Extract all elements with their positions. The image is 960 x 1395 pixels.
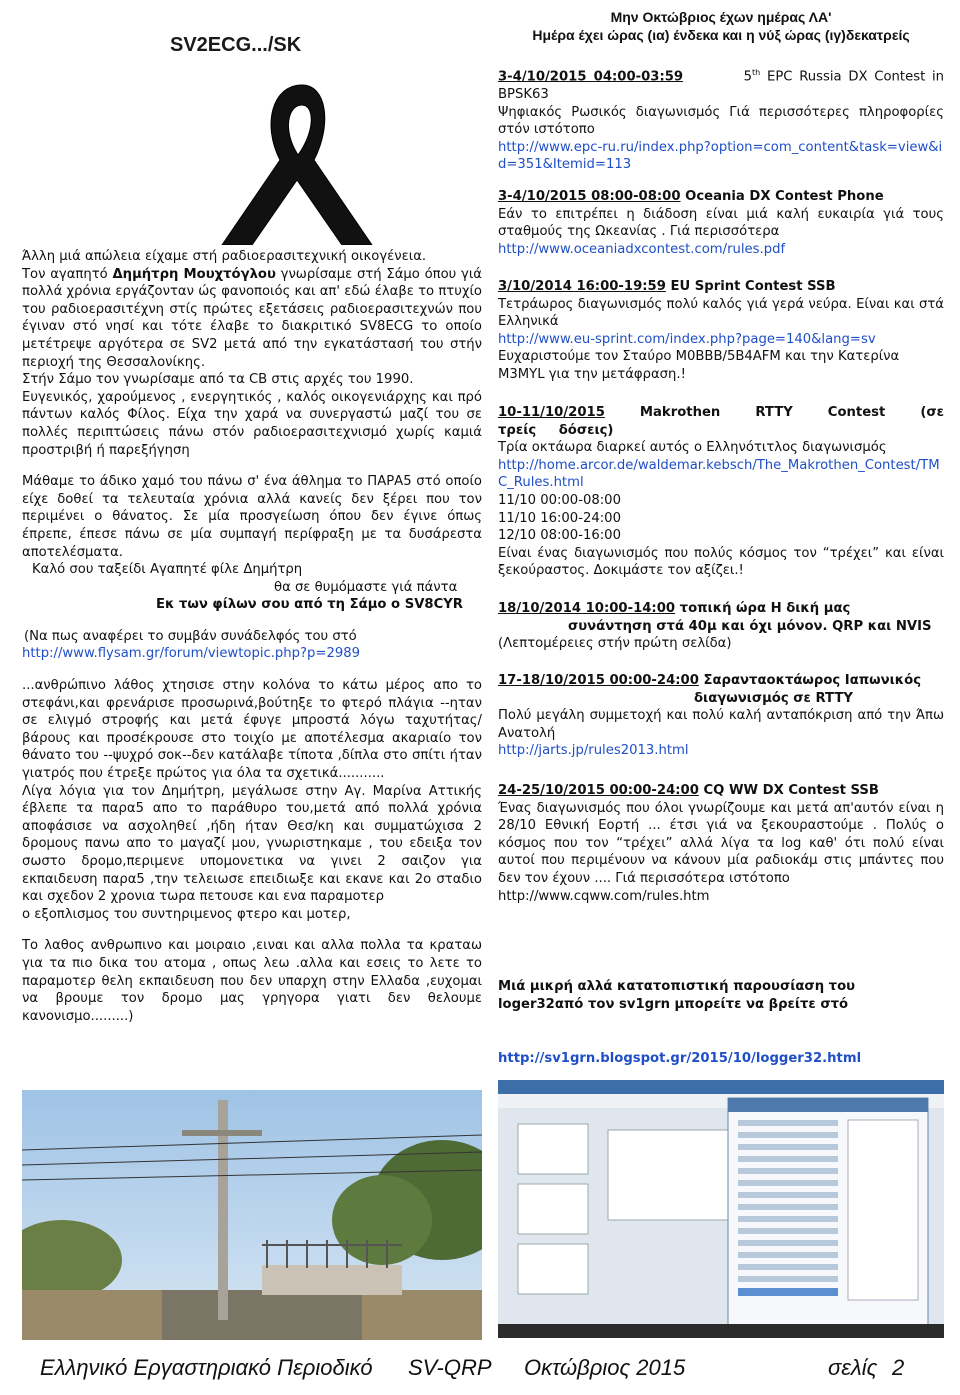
makrothen-link[interactable]: http://home.arcor.de/waldemar.kebsch/The_Makrothen_Contest/TMC_Rules.html — [498, 457, 940, 491]
event-cqww-desc: Ένας διαγωνισμός που όλοι γνωρίζουμε και μετά απ'αυτόν είναι η 28/10 Εθνική Εορτή ... έτσι γιά να ξεκουραστούμε . Πολύς ο κόσμος που τον “τρέχει” αλλά λίγα τα log καθ' ότι πολύ είναι αυτοί που περιμένουν να κάνουν μία ραδιοκάμ στις μπάντες που δεν τον έχουν .... Γιά περισσότερα ιστότοπο — [498, 800, 944, 886]
makrothen-slot-2: 11/10 16:00-24:00 — [498, 510, 621, 526]
farewell-line: Καλό σου ταξείδι Αγαπητέ φίλε Δημήτρη — [32, 562, 303, 578]
obituary-accident: Μάθαμε το άδικο χαμό του πάνω σ' ένα άθλημα το ΠΑΡΑ5 στό οποίο είχε δοθεί τα τελευταία χρόνια αλλά κανείς δεν ξέρει που τον περιμένει ο θάνατος. Σε μία προσγείωση όπου δεν έγινε όπως έπρεπε, έπεσε πάνω σε μία συμπαγή περίφραξη με τα δυσάρεστα αποτελέσματα. — [22, 474, 482, 560]
event-eusprint-desc: Τετράωρος διαγωνισμός πολύ καλός γιά γερά νεύρα. Είναι και στά Ελληνικά — [498, 296, 944, 330]
jarts-link[interactable]: http://jarts.jp/rules2013.html — [498, 743, 689, 759]
logger-presentation: Μιά μικρή αλλά κατατοπιστική παρουσίαση του loger32από τον sv1grn μπορείτε να βρείτε στό — [498, 979, 856, 1012]
event-qrp-meeting-title: συνάντηση στά 40μ και όχι μόνον. QRP και NVIS — [568, 618, 932, 634]
logger32-screenshot — [498, 1080, 944, 1338]
oceania-link[interactable]: http://www.oceaniadxcontest.com/rules.pdf — [498, 241, 786, 257]
footer-magazine: Ελληνικό Εργαστηριακό Περιοδικό — [40, 1355, 373, 1380]
event-epc-desc: Ψηφιακός Ρωσικός διαγωνισμός Γιά περισσότερες πληροφορίες στόν ιστότοπο — [498, 104, 944, 138]
mourning-ribbon-icon — [182, 75, 432, 245]
event-epc: 3-4/10/2015 04:00-03:59 5th EPC Russia DX Contest in BPSK63 — [498, 68, 944, 102]
footer-issue: SV-QRP — [408, 1355, 492, 1380]
source-note: (Να πως αναφέρει το συμβάν συνάδελφός του στό — [24, 628, 357, 644]
accident-site-photo — [22, 1090, 482, 1340]
obituary-cb: Στήν Σάμο τον γνωρίσαμε από τα CB στις αρχές του 1990. — [22, 372, 414, 388]
page-footer — [40, 1355, 920, 1385]
equipment-note: ο εξοπλισμος του συντηριμενος φτερο και μοτερ, — [22, 906, 351, 922]
logger32-link[interactable]: http://sv1grn.blogspot.gr/2015/10/logger32.html — [498, 1051, 862, 1066]
obituary-character: Ευγενικός, χαρούμενος , ενεργητικός , καλός οικογενιάρχης και πρό πάντων καλός Φίλος. Είχα την χαρά να συνεργαστώ μαζί του σε πολλές περιπτώσεις πάνω στόν ραδιοερασιτεχνισμό χωρίς καμιά προστριβή ή παρεξήγηση — [22, 389, 482, 458]
biography: Λίγα λόγια για τον Δημήτρη, μεγάλωσε στην Αγ. Μαρίνα Αττικής έβλεπε τα παρα5 απο το παράθυρο του,μετά από πολλά χρόνια αποφάσισε να ασχοληθεί ,ήδη ήταν Θεσ/κη και συμματώχισα 2 δρομους πανω απο το μαγαζί μου, γνωριστηκαμε , του εδειξα τον σωστο δρομο,περιμενε υπομονετικα να γινει 2 σαιζον για εκπαιδευση παρα5 ,την τελειωσε επειδιωξε και εκανε και 2ο σταδιο και σχεδον 2 χρονια τωρα πετουσε και ενα παραμοτερ — [22, 783, 482, 905]
month-heading: Μην Οκτώβριος έχων ημέρας ΛΑ' — [610, 9, 832, 25]
obituary-paragraph: Τον αγαπητό Δημήτρη Μουχτόγλου γνωρίσαμε στή Σάμο όπου γιά πολλά χρόνια εργάζονταν ώς φανοποιός και απ' εδώ έλαβε το πτυχίο του ραδιοερασιτέχνη στίς πρώτες εξετάσεις ραδιοερασιτεχνών που έγιναν στό νησί και τότε έλαβε το διακριτικό SV8ECG το οποίο μετέτρεψε αργότερα σε SV2 μετά από την εγκατάστασή του στήν περιοχή της Θεσσαλονίκης. — [22, 266, 483, 370]
footer-page-label: σελίς — [828, 1355, 878, 1380]
article-title: SV2ECG.../SK — [170, 34, 302, 56]
event-oceania: 3-4/10/2015 08:00-08:00 Oceania DX Contest Phone — [498, 189, 884, 204]
event-qrp-meeting-desc: (Λεπτομέρειες στήν πρώτη σελίδα) — [498, 636, 732, 652]
makrothen-note: Είναι ένας διαγωνισμός που πολύς κόσμος τον “τρέχει” και είναι ξεκούραστος. Δοκιμάστε τον αξίζει.! — [498, 545, 944, 579]
cqww-link[interactable]: http://www.cqww.com/rules.htm — [498, 888, 710, 904]
event-makrothen-desc: Τρία οκτάωρα διαρκεί αυτός ο Ελληνότιτλος διαγωνισμός — [498, 440, 887, 456]
footer-page-number: 2 — [892, 1355, 905, 1380]
translation-thanks: Ευχαριστούμε τον Σταύρο M0BBB/5B4AFM και την Κατερίνα M3MYL για την μετάφραση.! — [498, 349, 900, 382]
makrothen-slot-3: 12/10 08:00-16:00 — [498, 528, 621, 544]
eusprint-link[interactable]: http://www.eu-sprint.com/index.php?page=140&lang=sv — [498, 331, 876, 347]
makrothen-slot-1: 11/10 00:00-08:00 — [498, 492, 621, 508]
footer-month: Οκτώβριος 2015 — [524, 1355, 686, 1380]
event-cqww: 24-25/10/2015 00:00-24:00 CQ WW DX Contest SSB — [498, 783, 879, 798]
event-japan-rtty: 17-18/10/2015 00:00-24:00 Σαρανταοκτάωρος Ιαπωνικός — [498, 673, 922, 688]
event-japan-rtty-title: διαγωνισμός σε RTTY — [694, 690, 853, 706]
event-eusprint: 3/10/2014 16:00-19:59 EU Sprint Contest SSB — [498, 279, 836, 294]
flysam-forum-link[interactable]: http://www.flysam.gr/forum/viewtopic.php?p=2989 — [22, 646, 361, 662]
obituary-intro: Άλλη μιά απώλεια είχαμε στή ραδιοερασιτεχνική οικογένεια. — [22, 249, 427, 264]
accident-account: ...ανθρώπινο λάθος χτησισε στην κολόνα το κάτω μέρος απο το στεφάνι,και φρενάρισε προσωρινά,βούτηξε το φτερό πλάγια --ηταν σε ελιγμό στροφής και μετά έφυγε μπροστά λόγω ταχυτήτας/βάρους και προσέκρουσε στο τοιχίο με αποτέλεσμα ακαριαίο τον θάνατο του --ψυχρό σοκ--δεν κατάλαβε τίποτα ,δίπλα στο σπίτι ήταν γιατρός που έτρεξε πρώτος για όλα τα σχετικά........... — [22, 678, 482, 782]
month-subheading: Ημέρα έχει ώρας (ια) ένδεκα και η νύξ ώρας (ιγ)δεκατρείς — [532, 27, 910, 43]
closing-remarks: Το λαθος ανθρωπινο και μοιραιο ,ειναι και αλλα πολλα τα κραταω για τα πιο δικα του ατομα , οπως λεω .αλλα και εσεις το λετε το παραμοτερ θελη εκπαιδευση που δεν υπαρχη στην Ελλαδα ,ευχομαι να βρουμε τον δρομο μας γρηγορα γιατι δεν θελουμε κανονισμο.........) — [22, 938, 482, 1024]
event-makrothen: 10-11/10/2015 Makrothen RTTY Contest (σε τρείς δόσεις) — [498, 405, 944, 438]
signature-line: Εκ των φίλων σου από τη Σάμο ο SV8CYR — [156, 597, 463, 613]
event-japan-rtty-desc: Πολύ μεγάλη συμμετοχή και πολύ καλή ανταπόκριση από την Άπω Ανατολή — [498, 708, 944, 741]
event-qrp-meeting: 18/10/2014 10:00-14:00 τοπική ώρα Η δική μας — [498, 601, 851, 616]
epc-link[interactable]: http://www.epc-ru.ru/index.php?option=com_content&task=view&id=351&Itemid=113 — [498, 139, 943, 173]
remember-line: θα σε θυμόμαστε γιά πάντα — [274, 579, 458, 595]
event-oceania-desc: Εάν το επιτρέπει η διάδοση είναι μιά καλή ευκαιρία γιά τους σταθμούς της Ωκεανίας . Γιά περισσότερα — [498, 206, 944, 240]
